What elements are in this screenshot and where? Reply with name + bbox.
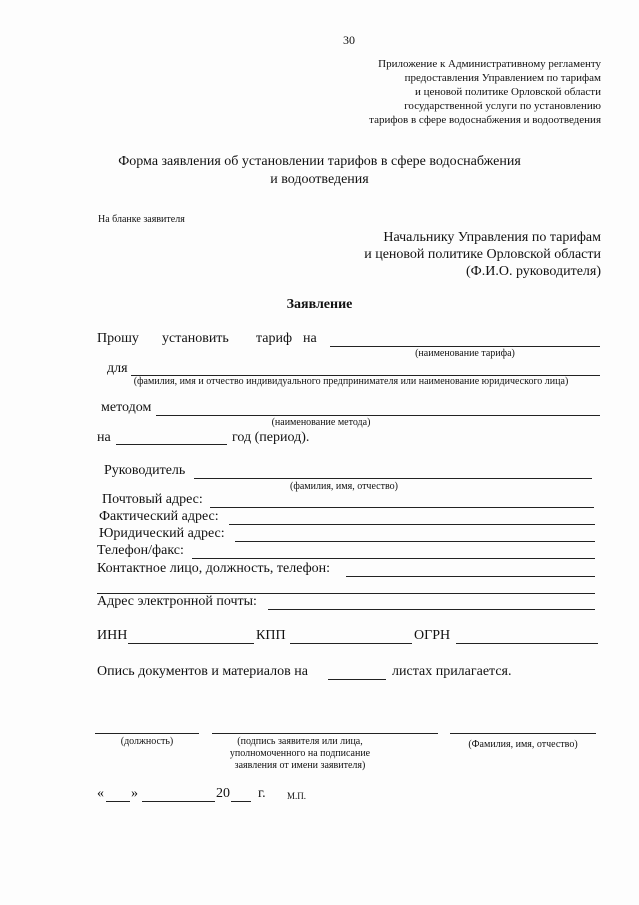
signature-caption-1: (подпись заявителя или лица, — [237, 736, 363, 747]
form-title-line-2: и водоотведения — [270, 172, 369, 187]
method-label: методом — [101, 400, 152, 415]
position-caption: (должность) — [120, 736, 174, 747]
period-on-label: на — [97, 430, 111, 445]
request-word-1: Прошу — [97, 331, 139, 346]
addressee-line-1: Начальнику Управления по тарифам — [383, 230, 601, 245]
position-line[interactable] — [95, 733, 199, 734]
email-label: Адрес электронной почты: — [97, 594, 257, 609]
addressee-line-2: и ценовой политике Орловской области — [364, 247, 601, 262]
legal-address-line[interactable] — [235, 541, 595, 542]
annex-line-3: и ценовой политике Орловской области — [414, 86, 601, 98]
email-line[interactable] — [268, 609, 595, 610]
method-caption: (наименование метода) — [271, 417, 371, 428]
full-name-line[interactable] — [450, 733, 596, 734]
for-label: для — [107, 361, 128, 376]
date-day-line[interactable] — [106, 801, 130, 802]
addressee-line-3: (Ф.И.О. руководителя) — [466, 264, 601, 279]
date-year-suffix: г. — [258, 786, 266, 801]
annex-line-4: государственной услуги по установлению — [404, 100, 601, 112]
date-year-line[interactable] — [231, 801, 251, 802]
head-name-caption: (фамилия, имя, отчество) — [290, 481, 398, 492]
date-quote-open: « — [97, 786, 104, 801]
request-word-2: установить — [162, 331, 229, 346]
request-word-4: на — [303, 331, 317, 346]
sheets-count-line[interactable] — [328, 679, 386, 680]
inventory-text-before: Опись документов и материалов на — [97, 664, 308, 679]
page-number: 30 — [343, 33, 355, 47]
postal-address-line[interactable] — [210, 507, 594, 508]
signature-caption-2: уполномоченного на подписание — [229, 748, 371, 759]
phone-line[interactable] — [192, 558, 595, 559]
ogrn-line[interactable] — [456, 643, 598, 644]
method-line[interactable] — [156, 415, 600, 416]
date-quote-close: » — [131, 786, 138, 801]
ogrn-label: ОГРН — [414, 628, 451, 643]
letterhead-note: На бланке заявителя — [98, 214, 185, 225]
date-month-line[interactable] — [142, 801, 215, 802]
inn-label: ИНН — [97, 628, 128, 643]
period-year-label: год (период). — [232, 430, 310, 445]
actual-address-line[interactable] — [229, 524, 595, 525]
seal-mark: М.П. — [287, 791, 307, 801]
inventory-text-after: листах прилагается. — [392, 664, 512, 679]
contact-line[interactable] — [346, 576, 595, 577]
inn-line[interactable] — [128, 643, 254, 644]
annex-line-2: предоставления Управлением по тарифам — [404, 72, 601, 84]
signature-line[interactable] — [212, 733, 438, 734]
phone-label: Телефон/факс: — [97, 543, 184, 558]
kpp-label: КПП — [256, 628, 286, 643]
head-name-line[interactable] — [194, 478, 592, 479]
tariff-name-caption: (наименование тарифа) — [415, 348, 515, 359]
full-name-caption: (Фамилия, имя, отчество) — [468, 739, 578, 750]
kpp-line[interactable] — [290, 643, 412, 644]
period-line[interactable] — [116, 444, 227, 445]
form-title-line-1: Форма заявления об установлении тарифов в сфере водоснабжения — [118, 154, 521, 169]
date-year-prefix: 20 — [216, 786, 230, 801]
legal-address-label: Юридический адрес: — [99, 526, 225, 541]
postal-address-label: Почтовый адрес: — [102, 492, 203, 507]
annex-line-1: Приложение к Административному регламенту — [378, 58, 601, 70]
applicant-name-caption: (фамилия, имя и отчество индивидуального предпринимателя или наименование юридического лица) — [133, 376, 569, 387]
signature-caption-3: заявления от имени заявителя) — [234, 760, 366, 771]
application-heading: Заявление — [286, 297, 353, 312]
annex-line-5: тарифов в сфере водоснабжения и водоотведения — [369, 114, 601, 126]
tariff-name-line[interactable] — [330, 346, 600, 347]
actual-address-label: Фактический адрес: — [99, 509, 219, 524]
request-word-3: тариф — [256, 331, 293, 346]
head-label: Руководитель — [104, 463, 186, 478]
contact-label: Контактное лицо, должность, телефон: — [97, 561, 331, 576]
